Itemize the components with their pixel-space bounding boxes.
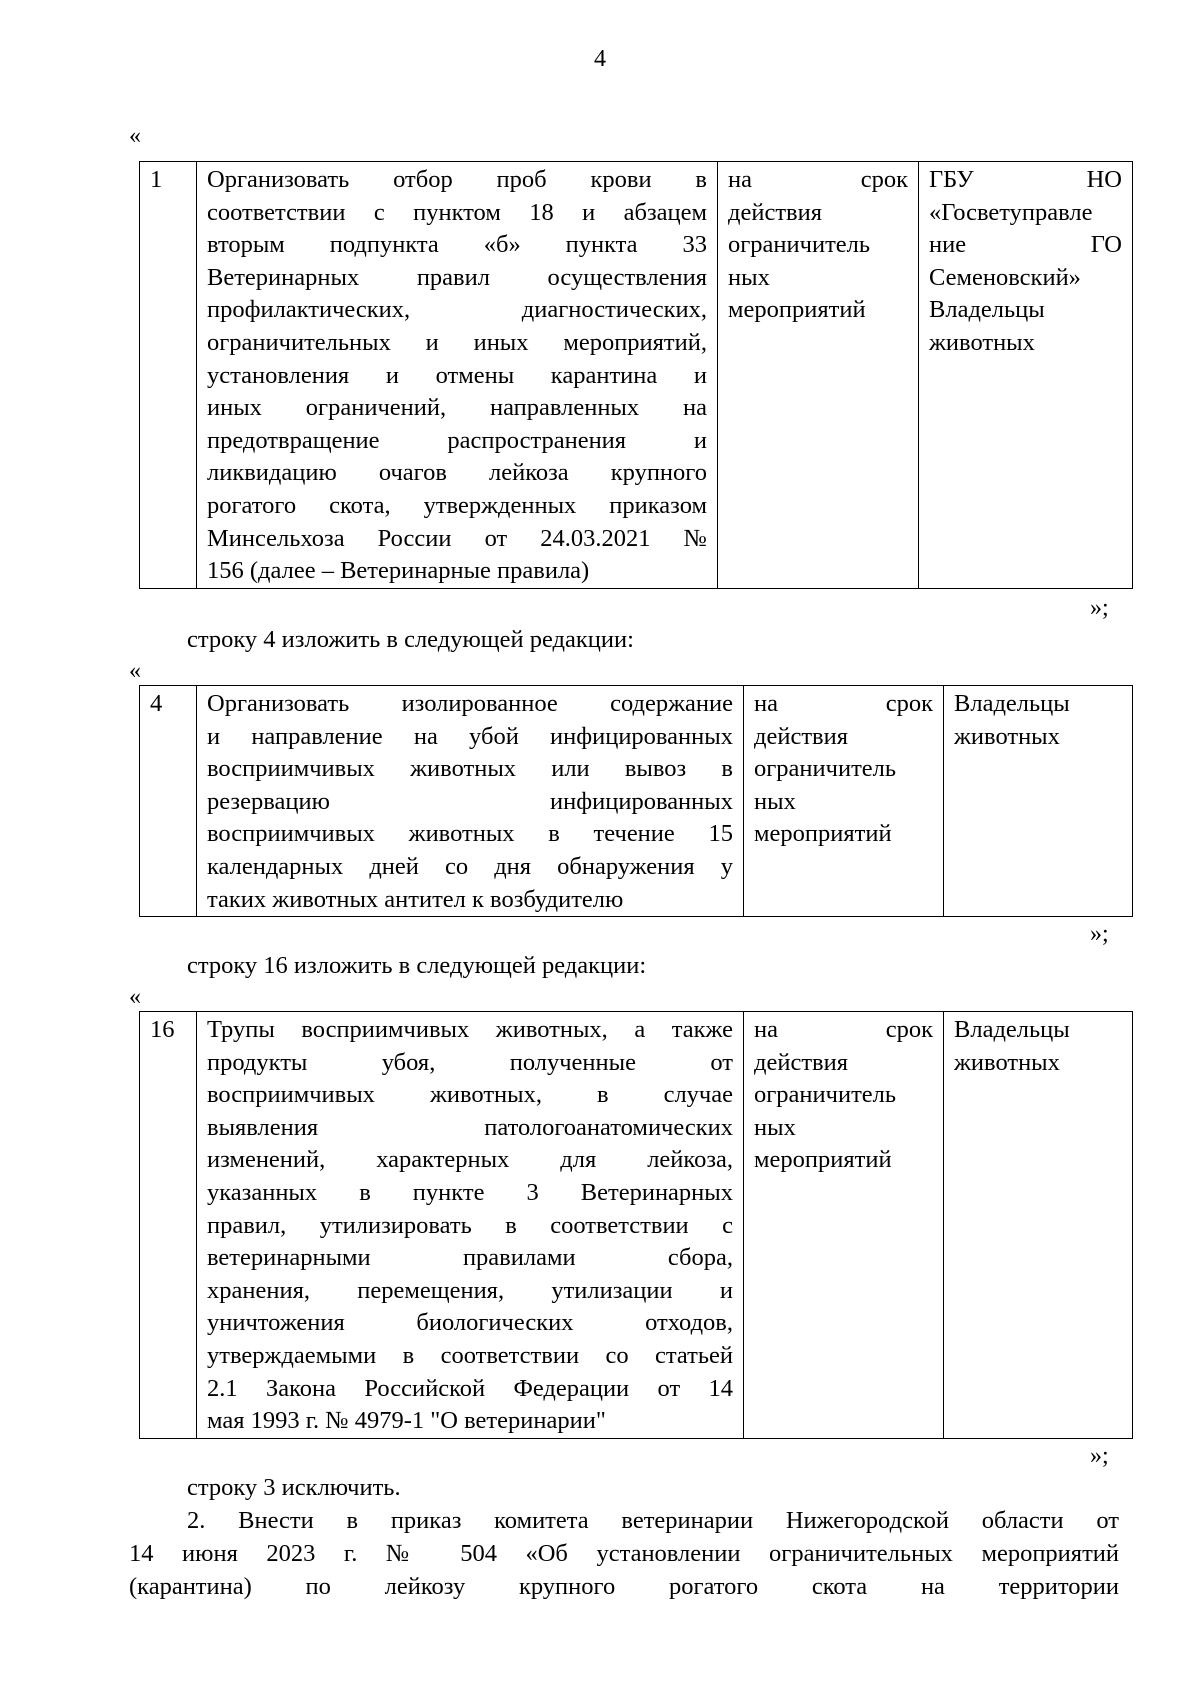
table-row	[140, 1012, 1133, 1439]
cell-line: животных	[929, 328, 1035, 356]
cell-line: 2.1 Закона Российской Федерации от 14	[207, 1374, 733, 1402]
cell-line: Владельцы	[929, 296, 1045, 324]
instruction-row-4: строку 4 изложить в следующей редакции:	[187, 626, 634, 653]
cell-line: мероприятий	[754, 820, 892, 848]
quote-open: «	[129, 658, 141, 684]
cell-line: ограничитель	[754, 1081, 897, 1109]
quote-close: »;	[1090, 1443, 1109, 1469]
responsible-text	[944, 686, 1133, 917]
cell-line: ограничитель	[728, 231, 871, 259]
cell-line: Организовать изолированное содержание	[207, 690, 733, 717]
cell-line: уничтожения биологических отходов,	[207, 1309, 733, 1337]
cell-line: выявления патологоанатомических	[207, 1113, 733, 1141]
amendment-table-row-4	[139, 685, 1133, 917]
cell-line: ликвидацию очагов лейкоза крупного	[207, 459, 707, 487]
cell-line: действия	[754, 1048, 848, 1076]
table-row	[140, 162, 1133, 589]
amendment-table-row-1	[139, 161, 1133, 589]
quote-close: »;	[1090, 595, 1109, 621]
cell-line: ветеринарными правилами сбора,	[207, 1244, 733, 1272]
cell-line: ных	[754, 787, 796, 815]
cell-line: действия	[754, 722, 848, 750]
cell-line: профилактических, диагностических,	[207, 296, 707, 324]
instruction-row-16: строку 16 изложить в следующей редакции:	[187, 952, 647, 979]
term-text	[744, 1012, 944, 1439]
cell-line: «Госветуправле	[929, 198, 1093, 226]
cell-line: животных	[954, 722, 1060, 750]
amendment-table-row-16	[139, 1011, 1133, 1439]
row-number: 1	[140, 162, 197, 589]
cell-line: Владельцы	[954, 690, 1070, 717]
cell-line: ных	[754, 1113, 796, 1141]
cell-line: Минсельхоза России от 24.03.2021 №	[207, 524, 707, 552]
cell-line: правил, утилизировать в соответствии с	[207, 1211, 733, 1239]
cell-line: на срок	[728, 166, 908, 193]
cell-line: мероприятий	[754, 1146, 892, 1174]
cell-line: 156 (далее – Ветеринарные правила)	[207, 557, 590, 585]
measure-text	[197, 686, 744, 917]
cell-line: и направление на убой инфицированных	[207, 722, 733, 750]
cell-line: Ветеринарных правил осуществления	[207, 263, 707, 291]
page-number: 4	[594, 46, 606, 72]
cell-line: утверждаемыми в соответствии со статьей	[207, 1341, 733, 1369]
cell-line: восприимчивых животных в течение 15	[207, 820, 733, 848]
cell-line: действия	[728, 198, 822, 226]
term-text	[718, 162, 919, 589]
cell-line: мероприятий	[728, 296, 866, 324]
cell-line: Семеновский»	[929, 263, 1081, 291]
cell-line: ГБУ НО	[929, 166, 1122, 193]
cell-line: календарных дней со дня обнаружения у	[207, 852, 733, 880]
quote-close: »;	[1090, 921, 1109, 947]
cell-line: рогатого скота, утвержденных приказом	[207, 491, 707, 519]
cell-line: мая 1993 г. № 4979-1 "О ветеринарии"	[207, 1407, 606, 1435]
cell-line: на срок	[754, 690, 933, 717]
paragraph-2-first-line	[129, 1505, 1119, 1538]
cell-line: ние ГО	[929, 231, 1122, 259]
cell-line: на срок	[754, 1016, 933, 1043]
paragraph-line: 2. Внести в приказ комитета ветеринарии Нижегородской области от	[187, 1507, 1119, 1534]
cell-line: вторым подпункта «б» пункта 33	[207, 231, 707, 259]
cell-line: ных	[728, 263, 770, 291]
cell-line: Владельцы	[954, 1016, 1070, 1043]
quote-open: «	[129, 984, 141, 1010]
responsible-text	[944, 1012, 1133, 1439]
instruction-row-3: строку 3 исключить.	[187, 1474, 401, 1501]
measure-text	[197, 162, 718, 589]
cell-line: восприимчивых животных, в случае	[207, 1081, 733, 1109]
cell-line: иных ограничений, направленных на	[207, 394, 707, 422]
quote-open: «	[129, 123, 141, 149]
paragraph-line: (карантина) по лейкозу крупного рогатого скота на территории	[129, 1572, 1119, 1600]
table-row	[140, 686, 1133, 917]
cell-line: предотвращение распространения и	[207, 426, 707, 454]
cell-line: восприимчивых животных или вывоз в	[207, 755, 733, 783]
cell-line: соответствии с пунктом 18 и абзацем	[207, 198, 707, 226]
cell-line: установления и отмены карантина и	[207, 361, 707, 389]
cell-line: хранения, перемещения, утилизации и	[207, 1276, 733, 1304]
cell-line: ограничительных и иных мероприятий,	[207, 328, 707, 356]
paragraph-2	[129, 1538, 1119, 1603]
cell-line: указанных в пункте 3 Ветеринарных	[207, 1178, 733, 1206]
row-number: 4	[140, 686, 197, 917]
cell-line: продукты убоя, полученные от	[207, 1048, 733, 1076]
term-text	[744, 686, 944, 917]
cell-line: животных	[954, 1048, 1060, 1076]
responsible-text	[919, 162, 1133, 589]
cell-line: изменений, характерных для лейкоза,	[207, 1146, 733, 1174]
cell-line: Трупы восприимчивых животных, а также	[207, 1016, 733, 1043]
cell-line: ограничитель	[754, 755, 897, 783]
row-number: 16	[140, 1012, 197, 1439]
cell-line: таких животных антител к возбудителю	[207, 885, 624, 913]
measure-text	[197, 1012, 744, 1439]
paragraph-line: 14 июня 2023 г. № 504 «Об установлении ограничительных мероприятий	[129, 1540, 1119, 1567]
cell-line: резервацию инфицированных	[207, 787, 733, 815]
cell-line: Организовать отбор проб крови в	[207, 166, 707, 193]
